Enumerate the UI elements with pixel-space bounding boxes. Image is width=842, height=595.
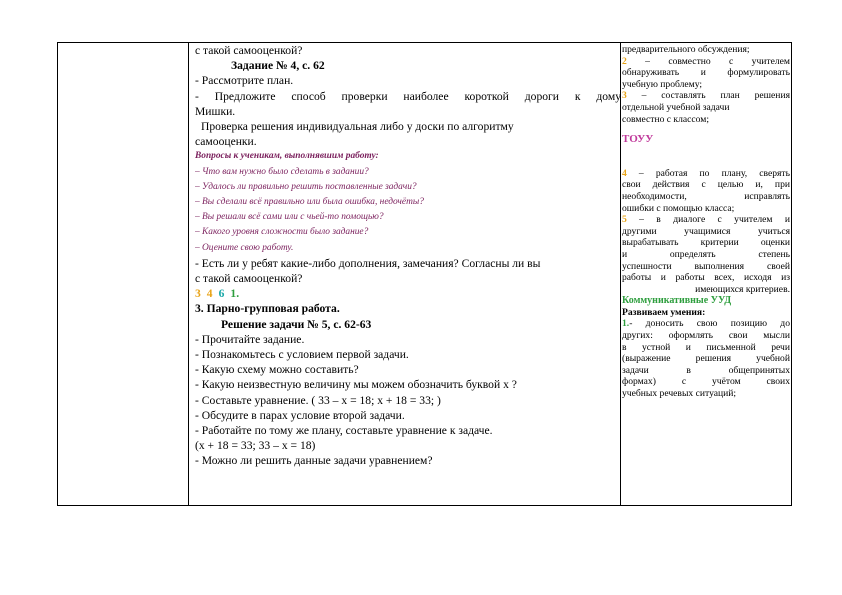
text-line: отдельной учебной задачи (622, 101, 730, 113)
item-number: 3 (622, 90, 627, 102)
task-5-heading: Решение задачи № 5, с. 62-63 (221, 317, 372, 331)
item-number: 1. (622, 318, 630, 330)
item-number: 2 (622, 55, 627, 67)
task-4-heading: Задание № 4, с. 62 (231, 59, 325, 73)
text-line: - Можно ли решить данные задачи уравнением? (195, 454, 433, 468)
text-line: - Какую неизвестную величину мы можем обозначить буквой х ? (195, 378, 517, 392)
text-line: формах) с учётом своих (622, 376, 790, 388)
text-line: в устной и письменной речи (622, 341, 790, 353)
text-line: - Какую схему можно составить? (195, 363, 359, 377)
uud-column (622, 44, 790, 400)
text-line: - Рассмотрите план. (195, 74, 294, 88)
item-text: - доносить свою позицию до (629, 318, 790, 330)
text-line: вырабатывать критерии оценки (622, 237, 790, 249)
text-line: - Предложите способ проверки наиболее короткой дороги к дому (195, 89, 621, 103)
text-line: учебных речевых ситуаций; (622, 388, 737, 400)
text-line (622, 318, 790, 330)
text-line: - Познакомьтесь с условием первой задачи. (195, 348, 409, 362)
section-3-heading: 3. Парно-групповая работа. (195, 302, 340, 316)
text-line: с такой самооценкой? (195, 44, 303, 57)
text-line: Проверка решения индивидуальная либо у доски по алгоритму (201, 120, 514, 134)
uud-number: 6 (218, 287, 225, 301)
uud-number: 3 (195, 287, 201, 301)
text-line (622, 56, 790, 68)
item-number: 5 (622, 214, 627, 226)
develop-skills-label: Развиваем умения: (622, 306, 706, 318)
text-line: Мишки. (195, 104, 236, 118)
question-item: – Вы сделали всё правильно или была ошибка, недочёты? (195, 197, 424, 208)
text-line: (х + 18 = 33; 33 – х = 18) (195, 439, 316, 453)
item-text: – совместно с учителем (626, 55, 790, 67)
lesson-table (57, 42, 792, 506)
uud-number: 4 (206, 287, 213, 301)
question-item: – Удалось ли правильно решить поставленные задачи? (195, 181, 417, 192)
text-line: предварительного обсуждения; (622, 44, 750, 55)
text-line: других: оформлять свои мысли (622, 330, 790, 342)
text-line: имеющихся критериев. (695, 283, 790, 295)
text-line: успешности выполнения своей (622, 260, 790, 272)
toyy-heading: ТОУУ (622, 134, 654, 146)
text-line: совместно с классом; (622, 113, 709, 125)
teacher-activity-column (195, 43, 621, 469)
text-line: другими учащимися учиться (622, 225, 790, 237)
question-item: – Оцените свою работу. (195, 242, 294, 253)
text-line (622, 214, 790, 226)
item-text: – составлять план решения (626, 90, 790, 102)
question-item: – Какого уровня сложности было задание? (195, 227, 369, 238)
text-line: - Составьте уравнение. ( 33 – х = 18; х + 18 = 33; ) (195, 393, 441, 407)
uud-number: 1. (230, 287, 240, 301)
text-line: самооценки. (195, 135, 257, 149)
questions-title: Вопросы к ученикам, выполнявшим работу: (195, 151, 379, 162)
text-line: - Есть ли у ребят какие-либо дополнения, замечания? Согласны ли вы (195, 256, 541, 270)
text-line: обнаруживать и формулировать (622, 67, 790, 79)
item-number: 4 (622, 167, 627, 179)
text-line: задачи в общепринятых (622, 364, 790, 376)
text-line: и определять степень (622, 248, 790, 260)
item-text: – работая по плану, сверять (626, 167, 790, 179)
question-item: – Что вам нужно было сделать в задании? (195, 166, 369, 177)
text-line: свои действия с целью и, при (622, 179, 790, 191)
communicative-uud-heading: Коммуникативные УУД (622, 295, 732, 307)
text-line: - Работайте по тому же плану, составьте уравнение к задаче. (195, 424, 493, 438)
text-line: необходимости, исправлять (622, 190, 790, 202)
text-line: - Прочитайте задание. (195, 332, 305, 346)
item-text: – в диалоге с учителем и (626, 214, 790, 226)
text-line: учебную проблему; (622, 78, 703, 90)
column-divider-left (188, 43, 189, 505)
text-line: работы и работы всех, исходя из (622, 272, 790, 284)
text-line: ошибки с помощью класса; (622, 202, 735, 214)
uud-numbers (195, 286, 621, 301)
text-line (622, 90, 790, 102)
text-line: с такой самооценкой? (195, 272, 303, 286)
text-line (622, 168, 790, 180)
text-line: (выражение решения учебной (622, 353, 790, 365)
question-item: – Вы решали всё сами или с чьей-то помощью? (195, 212, 384, 223)
text-line: - Обсудите в парах условие второй задачи. (195, 408, 405, 422)
